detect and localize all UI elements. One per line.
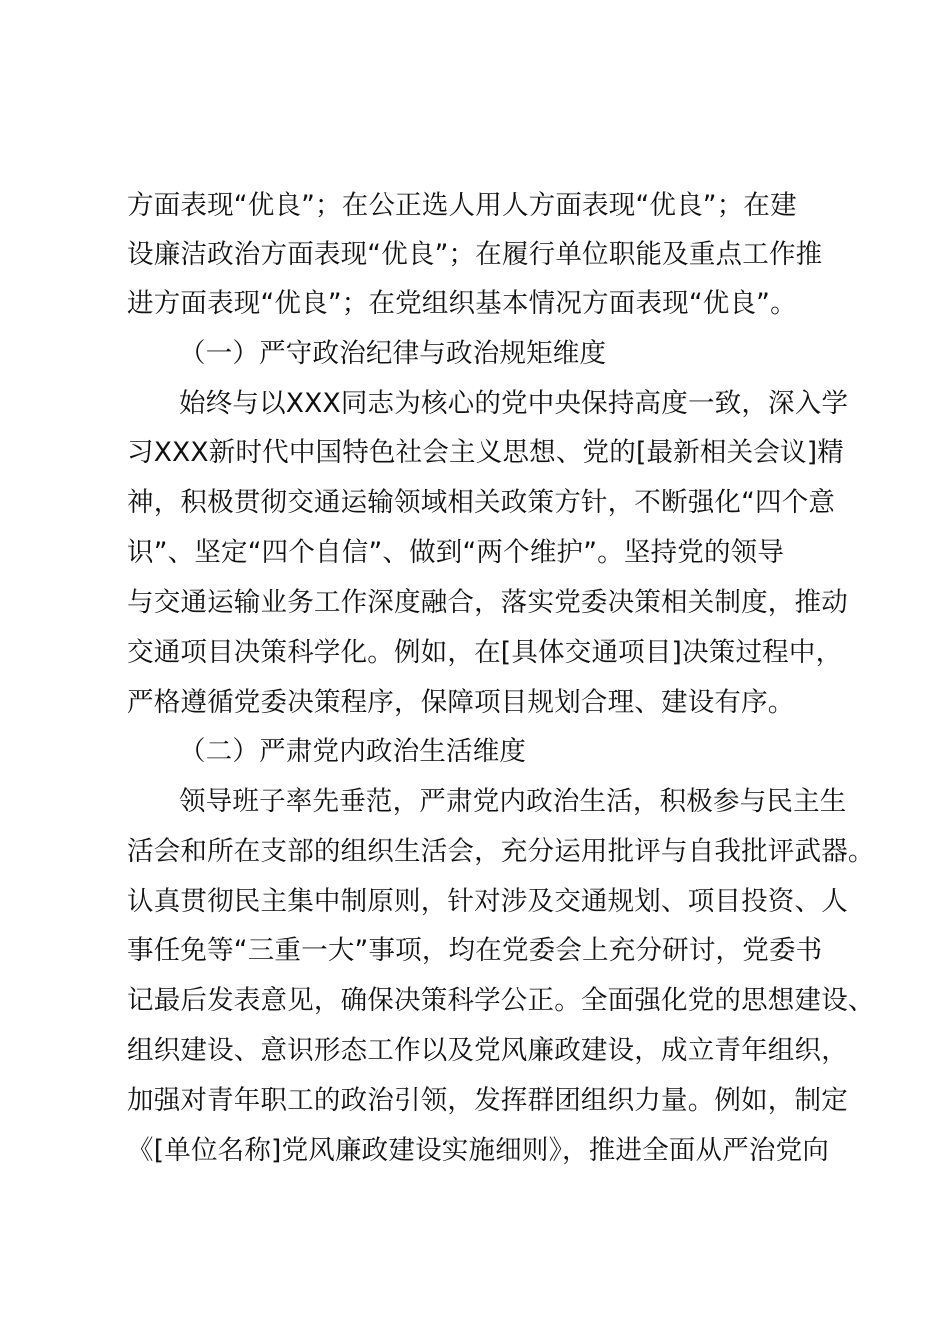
body-text-line: 领导班子率先垂范，严肃党内政治生活，积极参与民主生: [179, 786, 847, 817]
body-text-line: 认真贯彻民主集中制原则，针对涉及交通规划、项目投资、人: [127, 886, 848, 917]
body-text-line: 习XXX新时代中国特色社会主义思想、党的[最新相关会议]精: [127, 437, 844, 468]
body-text-line: 记最后发表意见，确保决策科学公正。全面强化党的思想建设、: [127, 985, 875, 1016]
section-heading: （一）严守政治纪律与政治规矩维度: [179, 338, 607, 369]
body-text-line: 事任免等“三重一大”事项，均在党委会上充分研讨，党委书: [127, 935, 823, 966]
body-text-line: 进方面表现“优良”；在党组织基本情况方面表现“优良”。: [127, 288, 797, 319]
body-text-line: 始终与以XXX同志为核心的党中央保持高度一致，深入学: [179, 388, 849, 419]
body-text-line: 活会和所在支部的组织生活会，充分运用批评与自我批评武器。: [127, 836, 875, 867]
body-text-line: 方面表现“优良”；在公正选人用人方面表现“优良”；在建: [127, 190, 797, 221]
body-text-line: 交通项目决策科学化。例如，在[具体交通项目]决策过程中，: [127, 637, 843, 668]
body-text-line: 设廉洁政治方面表现“优良”；在履行单位职能及重点工作推: [127, 239, 823, 270]
body-text-line: 加强对青年职工的政治引领，发挥群团组织力量。例如，制定: [127, 1085, 848, 1116]
body-text-line: 《[单位名称]党风廉政建设实施细则》，推进全面从严治党向: [127, 1135, 830, 1166]
body-text-line: 与交通运输业务工作深度融合，落实党委决策相关制度，推动: [127, 587, 848, 618]
body-text-line: 神，积极贯彻交通运输领域相关政策方针，不断强化“四个意: [127, 487, 836, 518]
section-heading: （二）严肃党内政治生活维度: [179, 736, 527, 767]
body-text-line: 组织建设、意识形态工作以及党风廉政建设，成立青年组织，: [127, 1035, 848, 1066]
body-text-line: 严格遵循党委决策程序，保障项目规划合理、建设有序。: [127, 687, 795, 718]
body-text-line: 识”、坚定“四个自信”、做到“两个维护”。坚持党的领导: [127, 537, 785, 568]
